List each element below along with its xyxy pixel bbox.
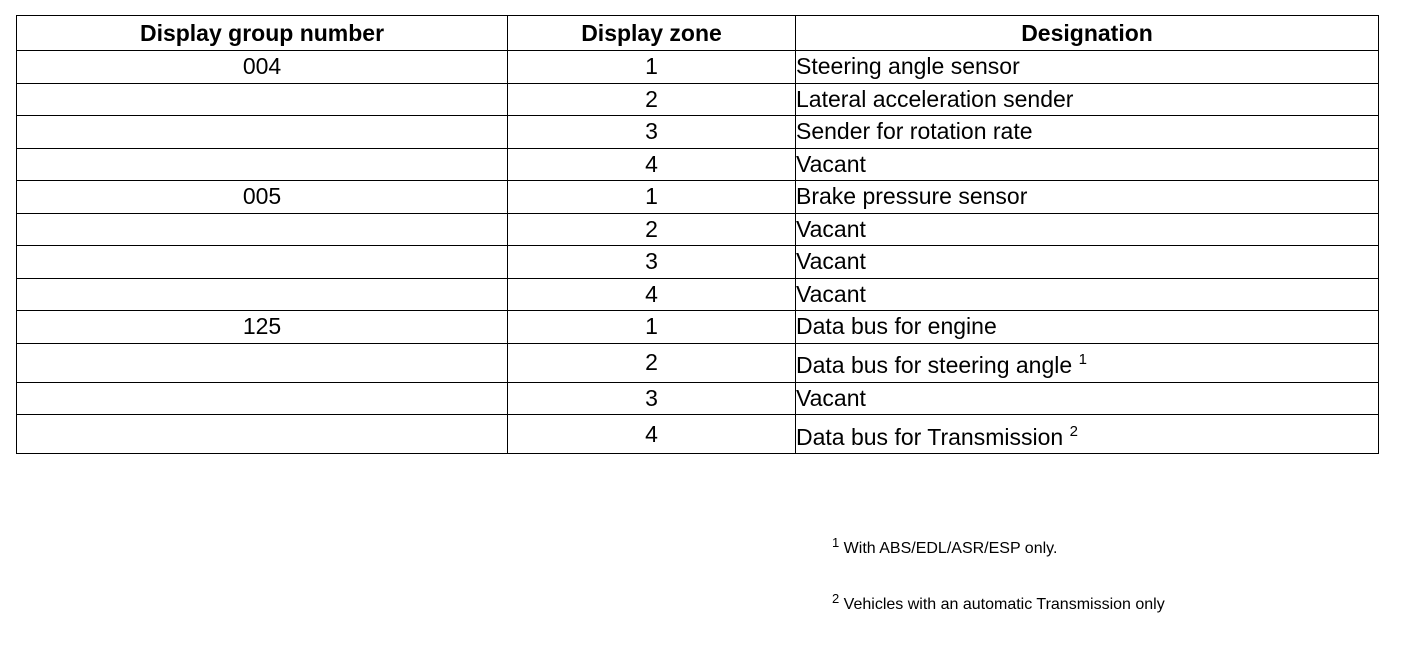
table-row xyxy=(17,343,1379,382)
designation-text: Lateral acceleration sender xyxy=(796,85,1074,112)
cell-display-zone: 2 xyxy=(508,343,796,382)
display-group-table xyxy=(16,15,1379,454)
table-body xyxy=(17,51,1379,454)
cell-display-group-number xyxy=(17,278,508,311)
cell-designation xyxy=(796,246,1379,279)
table-row xyxy=(17,116,1379,149)
table-header-row xyxy=(17,16,1379,51)
footnote-reference: 1 xyxy=(1078,351,1087,368)
header-display-zone: Display zone xyxy=(508,16,796,51)
cell-display-group-number xyxy=(17,148,508,181)
table-row xyxy=(17,415,1379,454)
header-designation: Designation xyxy=(796,16,1379,51)
designation-text: Vacant xyxy=(796,248,866,275)
table-row xyxy=(17,213,1379,246)
footnote-marker: 2 xyxy=(832,591,840,606)
footnote-text: With ABS/EDL/ASR/ESP only. xyxy=(839,540,1058,557)
cell-display-zone: 2 xyxy=(508,83,796,116)
designation-text: Data bus for Transmission xyxy=(796,423,1070,450)
table-row xyxy=(17,278,1379,311)
table-row xyxy=(17,83,1379,116)
footnote-2 xyxy=(832,591,1165,614)
footnote-reference: 2 xyxy=(1069,422,1078,440)
cell-designation xyxy=(796,343,1379,382)
header-display-group-number: Display group number xyxy=(17,16,508,51)
cell-designation xyxy=(796,415,1379,454)
cell-display-zone: 2 xyxy=(508,213,796,246)
designation-text: Sender for rotation rate xyxy=(796,118,1033,145)
table-row xyxy=(17,382,1379,415)
designation-text: Steering angle sensor xyxy=(796,53,1020,80)
table-row xyxy=(17,311,1379,344)
cell-display-zone: 3 xyxy=(508,382,796,415)
cell-display-group-number xyxy=(17,343,508,382)
cell-display-zone: 4 xyxy=(508,148,796,181)
cell-display-zone: 4 xyxy=(508,415,796,454)
designation-text: Vacant xyxy=(796,150,866,177)
cell-display-group-number xyxy=(17,116,508,149)
cell-display-zone: 4 xyxy=(508,278,796,311)
cell-designation xyxy=(796,83,1379,116)
cell-designation xyxy=(796,116,1379,149)
footnote-1 xyxy=(832,535,1058,558)
cell-designation xyxy=(796,181,1379,214)
cell-display-group-number xyxy=(17,415,508,454)
cell-designation xyxy=(796,213,1379,246)
designation-text: Data bus for steering angle xyxy=(796,352,1079,378)
display-group-table-container xyxy=(16,15,1378,454)
cell-display-zone: 1 xyxy=(508,51,796,84)
cell-display-group-number: 125 xyxy=(17,311,508,344)
designation-text: Vacant xyxy=(796,384,866,411)
cell-designation xyxy=(796,51,1379,84)
footnote-text: Vehicles with an automatic Transmission only xyxy=(839,596,1165,613)
table-row xyxy=(17,181,1379,214)
cell-display-group-number: 004 xyxy=(17,51,508,84)
designation-text: Vacant xyxy=(796,280,866,307)
designation-text: Brake pressure sensor xyxy=(796,183,1028,210)
cell-designation xyxy=(796,311,1379,344)
cell-display-group-number xyxy=(17,246,508,279)
table-row xyxy=(17,148,1379,181)
cell-display-zone: 3 xyxy=(508,116,796,149)
designation-text: Vacant xyxy=(796,215,866,242)
designation-text: Data bus for engine xyxy=(796,313,997,340)
cell-display-group-number xyxy=(17,213,508,246)
cell-designation xyxy=(796,382,1379,415)
cell-display-zone: 1 xyxy=(508,311,796,344)
table-row xyxy=(17,246,1379,279)
cell-display-group-number xyxy=(17,83,508,116)
cell-designation xyxy=(796,278,1379,311)
cell-display-zone: 1 xyxy=(508,181,796,214)
cell-display-zone: 3 xyxy=(508,246,796,279)
cell-display-group-number: 005 xyxy=(17,181,508,214)
cell-display-group-number xyxy=(17,382,508,415)
footnote-marker: 1 xyxy=(832,535,840,550)
table-row xyxy=(17,51,1379,84)
cell-designation xyxy=(796,148,1379,181)
